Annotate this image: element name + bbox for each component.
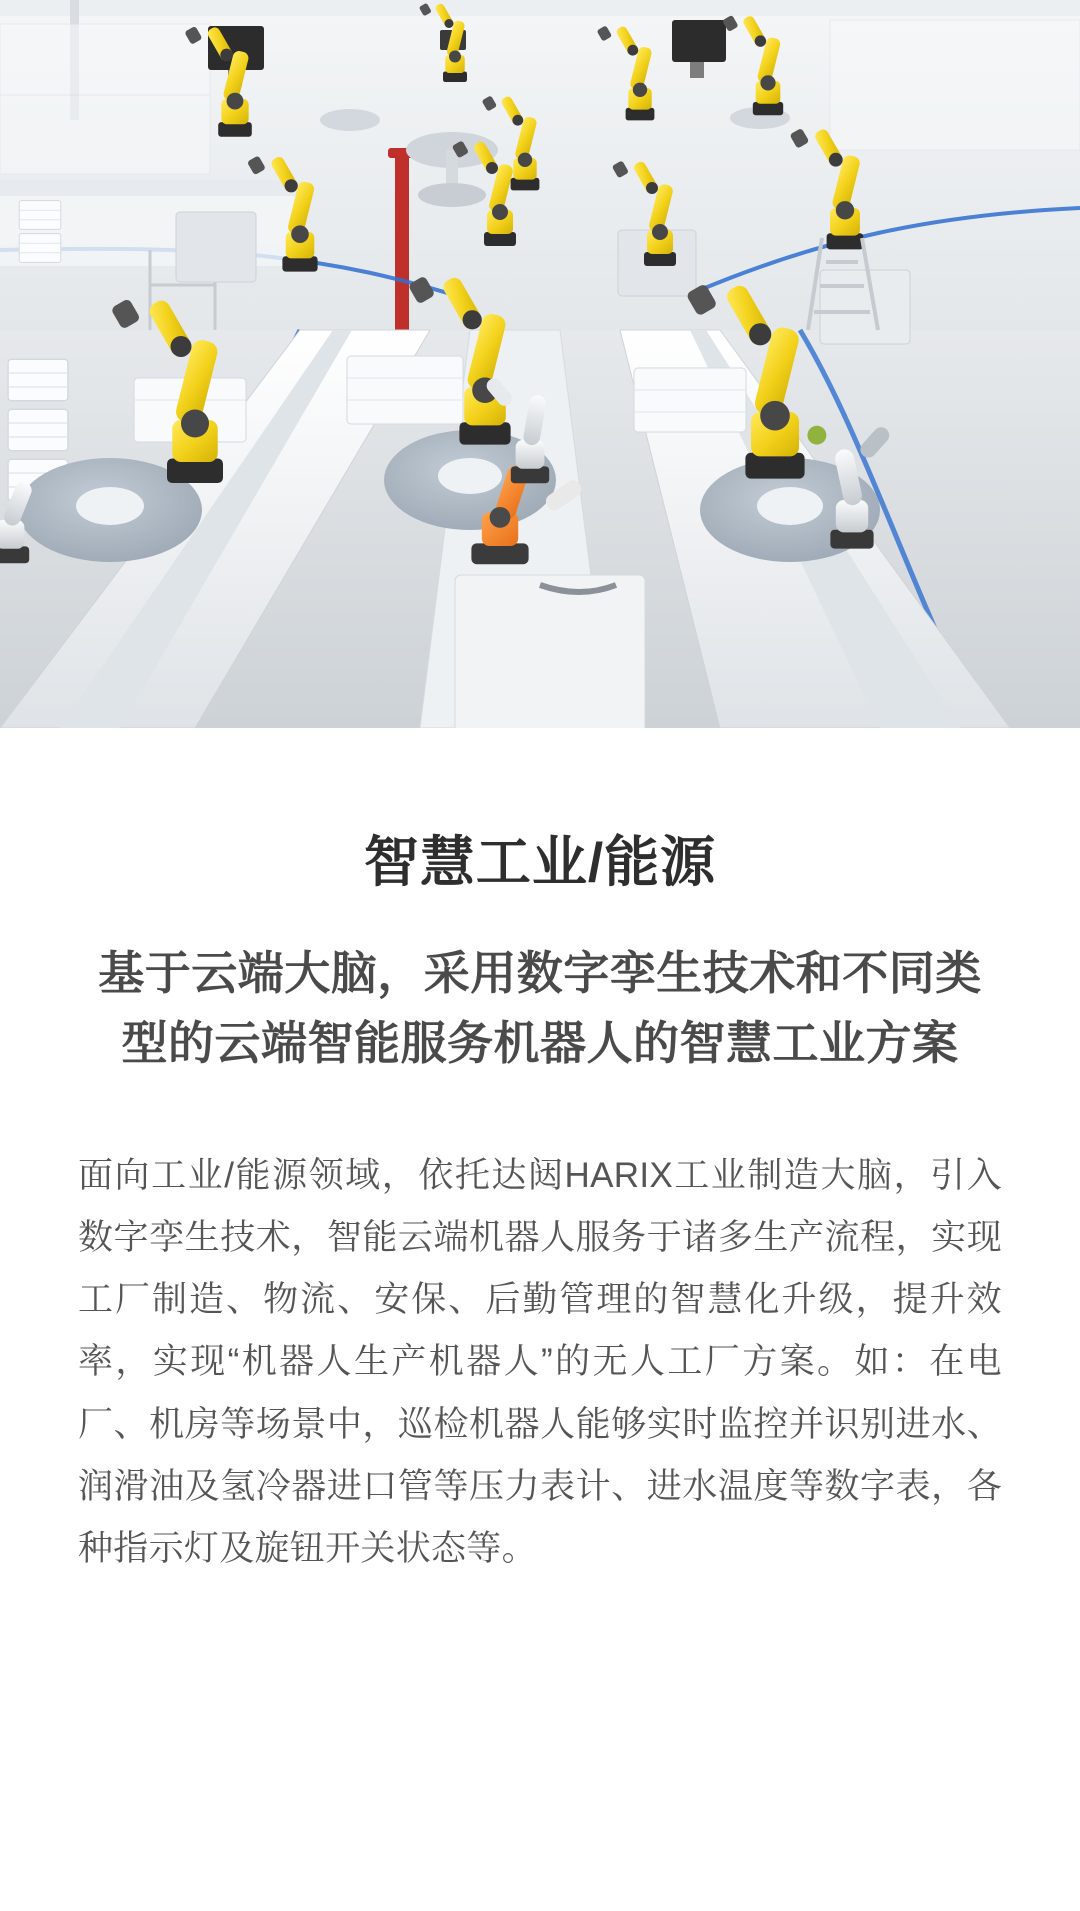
factory-illustration [0,0,1080,728]
article-content [0,728,1080,1621]
article-body: 面向工业/能源领域，依托达闼HARIX工业制造大脑，引入数字孪生技术，智能云端机器人服务于诸多生产流程，实现工厂制造、物流、安保、后勤管理的智慧化升级，提升效率，实现“机器人生产机器人”的无人工厂方案。如：在电厂、机房等场景中，巡检机器人能够实时监控并识别进水、润滑油及氢冷器进口管等压力表计、进水温度等数字表，各种指示灯及旋钮开关状态等。 [78,1155,1002,1569]
hero-image [0,0,1080,728]
page-title: 智慧工业/能源 [363,831,717,893]
page-subtitle: 基于云端大脑，采用数字孪生技术和不同类型的云端智能服务机器人的智慧工业方案 [98,946,982,1069]
